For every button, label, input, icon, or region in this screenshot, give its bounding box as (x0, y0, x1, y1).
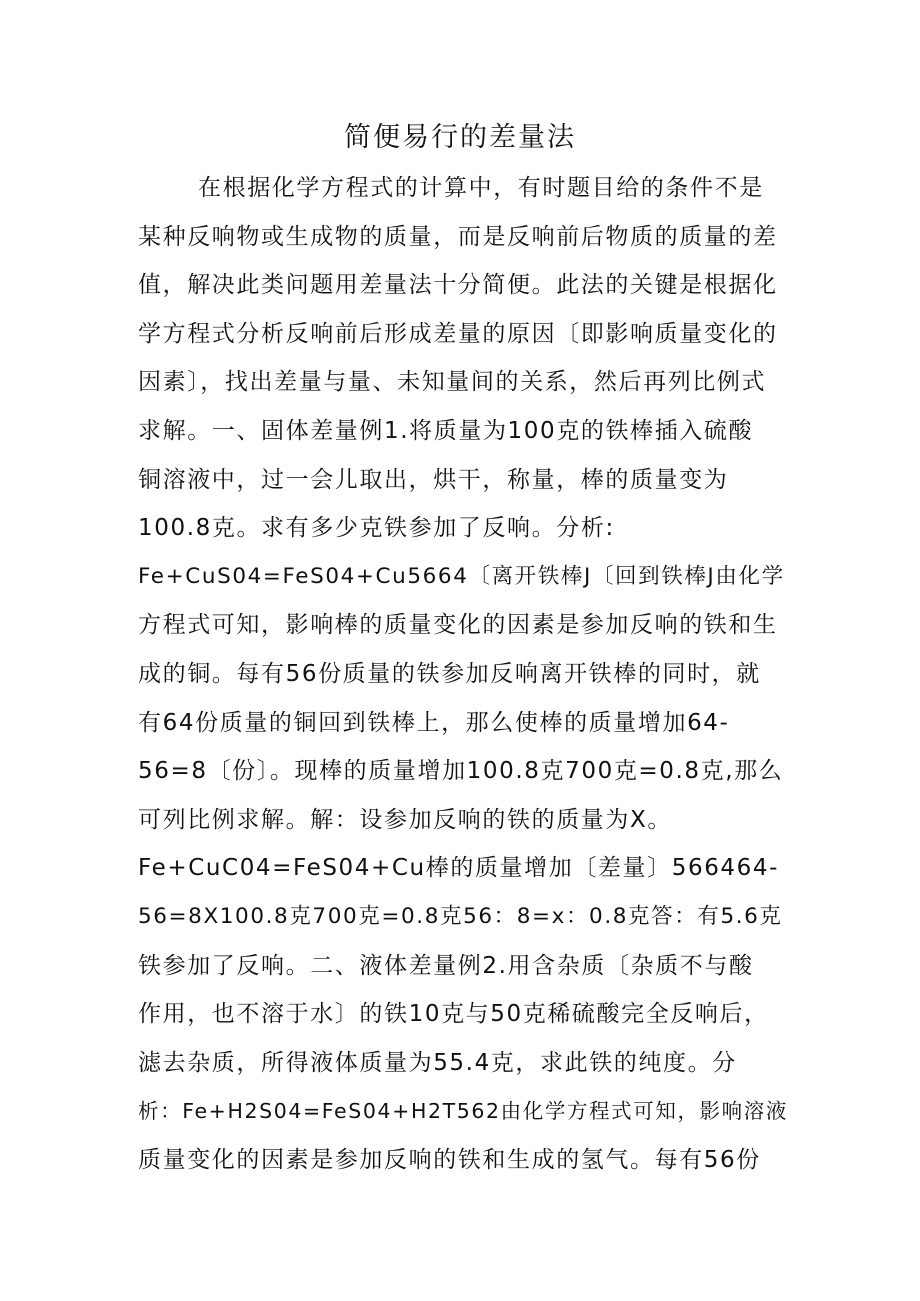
text-line: Fe+CuS04=FeS04+Cu5664〔离开铁棒J〔回到铁棒J由化学 (138, 563, 785, 589)
text-line: 在根据化学方程式的计算中，有时题目给的条件不是 (198, 175, 764, 201)
text-line: 滤去杂质，所得液体质量为55.4克，求此铁的纯度。分 (138, 1049, 737, 1076)
text-line: 学方程式分析反响前后形成差量的原因〔即影响质量变化的 (138, 320, 778, 347)
text-line: 求解。一、固体差量例1.将质量为100克的铁棒插入硫酸 (138, 417, 754, 444)
text-line: Fe+CuC04=FeS04+Cu棒的质量增加〔差量〕566464- (138, 855, 780, 882)
text-line: 方程式可知，影响棒的质量变化的因素是参加反响的铁和生 (138, 612, 778, 639)
text-line: 成的铜。每有56份质量的铁参加反响离开铁棒的同时，就 (138, 660, 761, 687)
text-line: 值，解决此类问题用差量法十分简便。此法的关键是根据化 (138, 272, 778, 299)
text-line: 56=8〔份〕。现棒的质量增加100.8克700克=0.8克,那么 (138, 758, 784, 785)
text-line: 析：Fe+H2S04=FeS04+H2T562由化学方程式可知，影响溶液 (138, 1099, 788, 1124)
text-line: 因素〕，找出差量与量、未知量间的关系，然后再列比例式 (138, 369, 767, 396)
text-line: 作用，也不溶于水〕的铁10克与50克稀硫酸完全反响后， (138, 1001, 769, 1028)
text-line: 铁参加了反响。二、液体差量例2.用含杂质〔杂质不与酸 (138, 952, 754, 979)
body-text (138, 164, 788, 1184)
text-line: 某种反响物或生成物的质量，而是反响前后物质的质量的差 (138, 223, 778, 250)
text-line: 质量变化的因素是参加反响的铁和生成的氢气。每有56份 (138, 1146, 761, 1173)
text-line: 有64份质量的铜回到铁棒上，那么使棒的质量增加64- (138, 709, 730, 736)
text-line: 100.8克。求有多少克铁参加了反响。分析: (138, 515, 615, 542)
text-line: 可列比例求解。解：设参加反响的铁的质量为X。 (138, 806, 672, 833)
page-title: 简便易行的差量法 (344, 122, 576, 153)
text-line: 铜溶液中，过一会儿取出，烘干，称量，棒的质量变为 (138, 466, 729, 493)
text-line: 56=8X100.8克700克=0.8克56：8=x：0.8克答：有5.6克 (138, 903, 783, 929)
